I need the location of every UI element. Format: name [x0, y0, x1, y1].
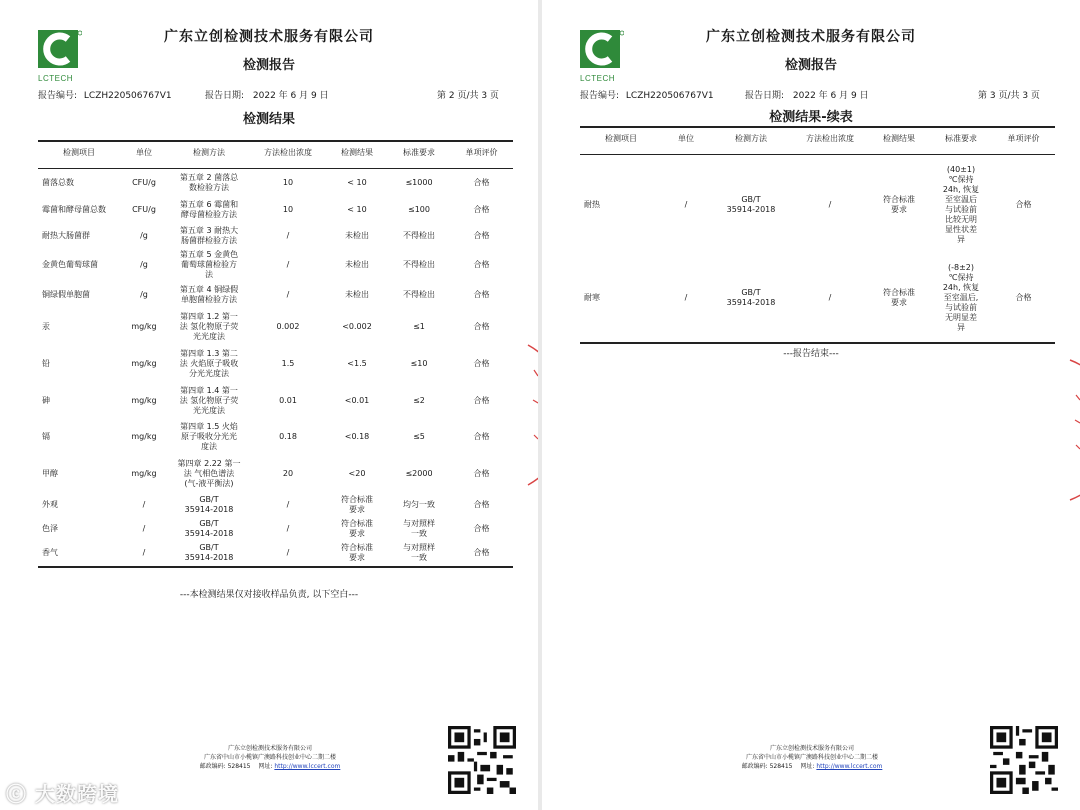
detect-limit: / — [286, 230, 290, 240]
report-date-value: 2022 年 6 月 9 日 — [792, 91, 869, 101]
item-name: 耐热 — [584, 199, 600, 209]
unit: CFU/g — [132, 177, 156, 187]
unit: /g — [140, 289, 148, 299]
qr-code-icon — [990, 726, 1058, 794]
report-page-3 — [542, 0, 1080, 810]
test-result: 符合标准 要求 — [341, 543, 373, 562]
unit: mg/kg — [131, 468, 157, 478]
test-result: <1.5 — [347, 358, 367, 368]
section-title: 检测结果-续表 — [769, 110, 853, 125]
unit: mg/kg — [131, 321, 157, 331]
table-row — [38, 223, 513, 249]
test-result: < 10 — [347, 177, 367, 187]
results-table-body — [580, 155, 1055, 343]
evaluation: 合格 — [473, 177, 490, 187]
evaluation: 合格 — [473, 431, 490, 441]
test-method: 第五章 4 铜绿假 单胞菌检验方法 — [179, 284, 239, 304]
red-seal-stamp — [524, 340, 538, 490]
footer-postcode: 528415 — [769, 763, 793, 770]
item-name: 耐寒 — [584, 293, 600, 302]
table-row — [38, 455, 513, 493]
test-result: 符合标准 要求 — [883, 288, 915, 307]
header-evaluation: 单项评价 — [992, 127, 1055, 155]
table-row — [38, 169, 513, 197]
table-row — [38, 419, 513, 455]
qr-code-icon — [448, 726, 516, 794]
test-result: <20 — [348, 468, 366, 478]
evaluation: 合格 — [473, 289, 490, 299]
detect-limit: / — [828, 199, 832, 209]
page-number: 第 3 页/共 3 页 — [978, 91, 1040, 101]
test-method: 第五章 5 金黄色 葡萄球菌检验方 法 — [179, 249, 239, 279]
item-name: 香气 — [42, 548, 58, 557]
test-method: GB/T 35914-2018 — [184, 494, 234, 514]
item-name: 砷 — [42, 395, 50, 405]
standard-requirement: ≤1000 — [405, 177, 433, 187]
report-number-value: LCZH220506767V1 — [625, 91, 714, 101]
report-date — [745, 88, 869, 101]
unit: mg/kg — [131, 395, 157, 405]
standard-requirement: ≤10 — [410, 358, 428, 368]
test-method: GB/T 35914-2018 — [184, 518, 234, 538]
results-table-header — [580, 127, 1055, 155]
header-result: 检测结果 — [326, 141, 388, 169]
evaluation: 合格 — [473, 321, 490, 331]
table-row — [580, 255, 1055, 343]
test-method: GB/T 35914-2018 — [184, 543, 234, 562]
evaluation: 合格 — [473, 468, 490, 478]
footer-contact — [692, 762, 932, 771]
evaluation: 合格 — [473, 548, 490, 557]
detect-limit: / — [286, 289, 290, 299]
standard-requirement: ≤1 — [413, 321, 425, 331]
test-result: 未检出 — [345, 230, 369, 240]
item-name: 镉 — [42, 431, 50, 441]
end-note: ---报告结束--- — [783, 349, 839, 359]
unit: / — [684, 293, 688, 302]
footer-address: 广东省中山市小榄镇广澳路科技创业中心二期二楼 — [203, 754, 336, 761]
standard-requirement: ≤2000 — [405, 468, 433, 478]
evaluation: 合格 — [473, 523, 490, 533]
test-method: 第四章 1.3 第二 法 火焰原子吸收 分光光度法 — [179, 348, 239, 378]
evaluation: 合格 — [473, 230, 490, 240]
report-date-label: 报告日期: — [205, 91, 245, 101]
footer-postcode: 528415 — [227, 763, 251, 770]
unit: / — [142, 548, 146, 557]
test-method: 第四章 1.4 第一 法 氢化物原子荧 光光度法 — [179, 385, 239, 415]
report-number-value: LCZH220506767V1 — [83, 91, 172, 101]
evaluation: 合格 — [1015, 293, 1032, 302]
detect-limit: / — [286, 499, 290, 509]
logo-text: LCTECH — [38, 74, 74, 83]
header-method: 检测方法 — [710, 127, 792, 155]
test-method: 第四章 1.5 火焰 原子吸收分光光 度法 — [180, 421, 238, 451]
red-seal-stamp — [1064, 355, 1080, 505]
evaluation: 合格 — [473, 358, 490, 368]
unit: / — [142, 499, 146, 509]
watermark-logo-icon: ⓒ — [6, 782, 27, 806]
test-method: GB/T 35914-2018 — [726, 288, 776, 307]
test-result: <0.18 — [344, 431, 370, 441]
footer-address: 广东省中山市小榄镇广澳路科技创业中心二期二楼 — [745, 754, 878, 761]
detect-limit: 0.18 — [279, 431, 297, 441]
footer-company: 广东立创检测技术服务有限公司 — [769, 745, 854, 752]
unit: CFU/g — [132, 204, 156, 214]
report-number — [38, 88, 172, 101]
detect-limit: 10 — [282, 204, 294, 214]
standard-requirement: 与对照样 一致 — [403, 518, 435, 538]
header-unit: 单位 — [662, 127, 710, 155]
logo-text: LCTECH — [580, 74, 616, 83]
report-number-label: 报告编号: — [580, 91, 620, 101]
section-title: 检测结果 — [242, 112, 295, 127]
unit: / — [142, 523, 146, 533]
header-detect-limit: 方法检出浓度 — [792, 127, 868, 155]
test-method: 第五章 2 菌落总 数检验方法 — [179, 172, 239, 192]
unit: /g — [140, 230, 148, 240]
footer-url[interactable]: http://www.lccert.com — [816, 763, 883, 770]
standard-requirement: 与对照样 一致 — [403, 543, 435, 562]
item-name: 霉菌和酵母菌总数 — [42, 204, 106, 214]
evaluation: 合格 — [473, 259, 490, 269]
watermark — [6, 778, 119, 807]
test-method: GB/T 35914-2018 — [726, 194, 776, 214]
footer-contact — [150, 762, 390, 771]
footer-company: 广东立创检测技术服务有限公司 — [227, 745, 312, 752]
test-result: <0.01 — [344, 395, 370, 405]
results-table — [38, 140, 513, 568]
detect-limit: 0.002 — [276, 321, 300, 331]
standard-requirement: (-8±2) ℃保持 24h, 恢复 至室温后, 与试验前 无明显差 异 — [942, 263, 980, 332]
table-row — [38, 309, 513, 345]
results-table — [580, 126, 1055, 344]
header-item: 检测项目 — [580, 127, 662, 155]
test-result: 未检出 — [345, 259, 369, 269]
unit: mg/kg — [131, 358, 157, 368]
table-row — [38, 281, 513, 309]
table-row — [38, 541, 513, 567]
table-row — [38, 493, 513, 517]
footer-url[interactable]: http://www.lccert.com — [274, 763, 341, 770]
watermark-text: 大数跨境 — [34, 782, 119, 806]
detect-limit: 10 — [282, 177, 294, 187]
header-unit: 单位 — [120, 141, 168, 169]
footer — [692, 744, 932, 771]
item-name: 铜绿假单胞菌 — [42, 289, 90, 299]
standard-requirement: ≤100 — [408, 204, 430, 214]
table-row — [38, 249, 513, 281]
header-method: 检测方法 — [168, 141, 250, 169]
header-result: 检测结果 — [868, 127, 930, 155]
table-row — [38, 383, 513, 419]
footer-postcode-label: 邮政编码: — [741, 763, 768, 770]
standard-requirement: 不得检出 — [403, 230, 435, 240]
header-evaluation: 单项评价 — [450, 141, 513, 169]
report-date-value: 2022 年 6 月 9 日 — [252, 91, 329, 101]
item-name: 汞 — [42, 321, 50, 331]
header-requirement: 标准要求 — [930, 127, 992, 155]
report-number — [580, 88, 714, 101]
test-result: 未检出 — [345, 289, 369, 299]
table-row — [38, 517, 513, 541]
standard-requirement: ≤2 — [413, 395, 425, 405]
end-note: ---本检测结果仅对接收样品负责, 以下空白--- — [179, 590, 359, 600]
results-table-body — [38, 169, 513, 567]
footer-postcode-label: 邮政编码: — [199, 763, 226, 770]
standard-requirement: 不得检出 — [403, 289, 435, 299]
unit: / — [684, 199, 688, 209]
detect-limit: / — [286, 548, 290, 557]
evaluation: 合格 — [473, 395, 490, 405]
item-name: 色泽 — [42, 523, 58, 533]
test-result: 符合标准 要求 — [883, 194, 915, 214]
standard-requirement: 均匀一致 — [403, 499, 435, 509]
page-number: 第 2 页/共 3 页 — [437, 91, 499, 101]
report-date — [205, 88, 329, 101]
evaluation: 合格 — [1015, 199, 1032, 209]
detect-limit: 1.5 — [281, 358, 295, 368]
doc-title: 检测报告 — [784, 58, 837, 73]
detect-limit: / — [286, 259, 290, 269]
report-number-label: 报告编号: — [38, 91, 78, 101]
header-requirement: 标准要求 — [388, 141, 450, 169]
test-result: 符合标准 要求 — [341, 494, 373, 514]
table-row — [38, 197, 513, 223]
test-method: 第五章 3 耐热大 肠菌群检验方法 — [179, 225, 239, 245]
detect-limit: / — [286, 523, 290, 533]
evaluation: 合格 — [473, 499, 490, 509]
standard-requirement: 不得检出 — [403, 259, 435, 269]
footer — [150, 744, 390, 771]
unit: mg/kg — [131, 431, 157, 441]
header-detect-limit: 方法检出浓度 — [250, 141, 326, 169]
test-method: 第五章 6 霉菌和 酵母菌检验方法 — [179, 199, 239, 219]
test-method: 第四章 1.2 第一 法 氢化物原子荧 光光度法 — [179, 311, 239, 341]
footer-web-label: 网址: — [800, 763, 815, 770]
item-name: 铅 — [42, 358, 50, 368]
doc-title: 检测报告 — [242, 58, 295, 73]
report-date-label: 报告日期: — [745, 91, 785, 101]
test-result: <0.002 — [342, 321, 372, 331]
evaluation: 合格 — [473, 204, 490, 214]
standard-requirement: ≤5 — [413, 431, 425, 441]
report-page-2 — [0, 0, 538, 810]
detect-limit: 0.01 — [279, 395, 297, 405]
test-method: 第四章 2.22 第一 法 气相色谱法 (气-液平衡法) — [177, 458, 241, 488]
detect-limit: / — [828, 293, 832, 302]
header-item: 检测项目 — [38, 141, 120, 169]
item-name: 耐热大肠菌群 — [42, 230, 90, 240]
results-table-header — [38, 141, 513, 169]
test-result: < 10 — [347, 204, 367, 214]
item-name: 金黄色葡萄球菌 — [42, 259, 98, 269]
item-name: 甲醇 — [42, 468, 58, 478]
company-name: 广东立创检测技术服务有限公司 — [706, 29, 916, 45]
test-result: 符合标准 要求 — [341, 518, 373, 538]
detect-limit: 20 — [282, 468, 294, 478]
table-row — [580, 155, 1055, 255]
standard-requirement: (40±1) ℃保持 24h, 恢复 至室温后 与试验前 比较无明 显性状差 异 — [942, 164, 980, 244]
item-name: 外观 — [42, 499, 58, 509]
table-row — [38, 345, 513, 383]
unit: /g — [140, 259, 148, 269]
footer-web-label: 网址: — [258, 763, 273, 770]
item-name: 菌落总数 — [42, 177, 74, 187]
company-name: 广东立创检测技术服务有限公司 — [164, 29, 374, 45]
